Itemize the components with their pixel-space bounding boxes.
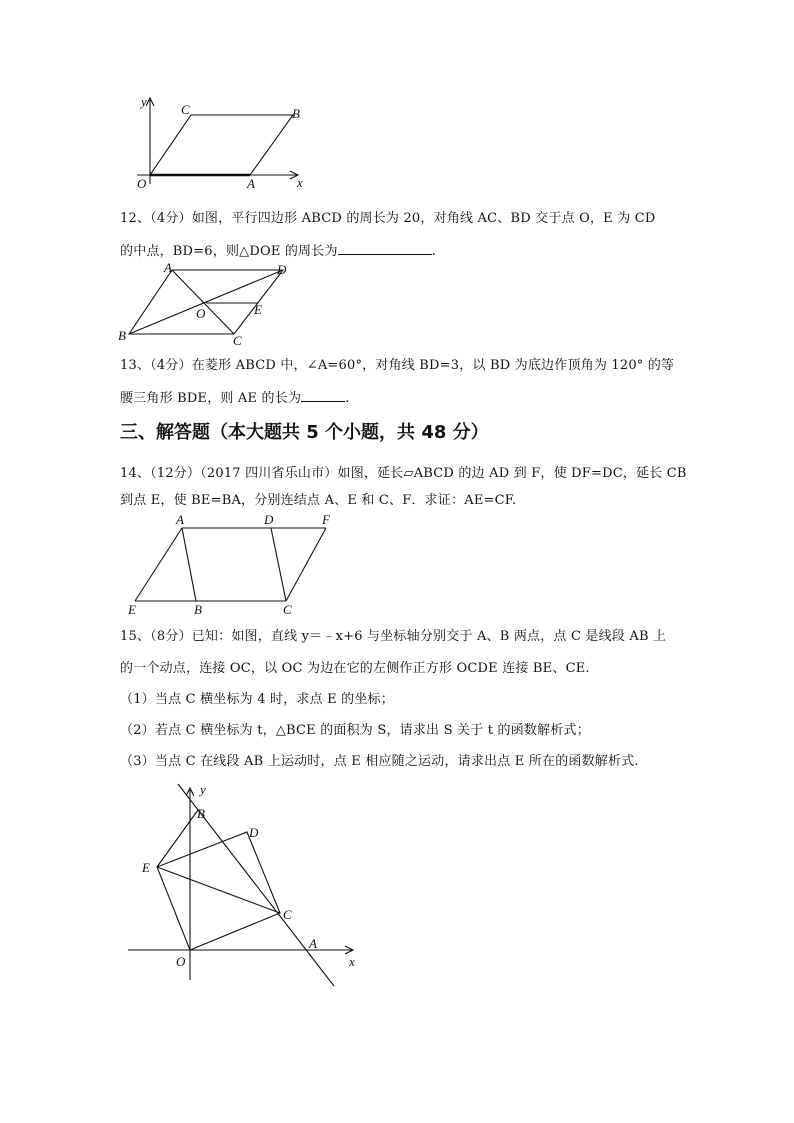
diagonal-AC xyxy=(172,270,234,334)
label-C: C xyxy=(283,602,292,617)
label-B: B xyxy=(118,328,126,343)
label-B: B xyxy=(194,602,202,617)
q14-line2: 到点 E，使 BE=BA，分别连结点 A、E 和 C、F．求证：AE=CF. xyxy=(120,493,517,508)
q12-answer-blank[interactable] xyxy=(338,242,432,255)
label-C: C xyxy=(181,102,190,117)
q15-sub3: （3）当点 C 在线段 AB 上运动时，点 E 相应随之运动，请求出点 E 所在的函数解析式. xyxy=(120,754,639,769)
segment-EC xyxy=(157,867,280,913)
figure-q15 xyxy=(120,780,370,990)
label-E: E xyxy=(128,602,136,617)
q15-sub1: （1）当点 C 横坐标为 4 时，求点 E 的坐标； xyxy=(120,692,394,707)
q15-sub2: （2）若点 C 横坐标为 t，△BCE 的面积为 S，请求出 S 关于 t 的函数解析式； xyxy=(120,723,590,738)
label-D: D xyxy=(264,512,274,527)
label-O: O xyxy=(137,176,147,191)
parallelogram-OABC xyxy=(150,115,293,175)
q12-line2-prefix: 的中点，BD=6，则△DOE 的周长为 xyxy=(120,244,338,259)
q15-figure-svg xyxy=(120,780,370,990)
q13-answer-blank[interactable] xyxy=(301,389,345,402)
q12-line1: 12、（4分）如图，平行四边形 ABCD 的周长为 20，对角线 AC、BD 交于点 O，E 为 CD xyxy=(120,211,656,226)
label-D: D xyxy=(249,825,259,840)
q15-line2: 的一个动点，连接 OC，以 OC 为边在它的左侧作正方形 OCDE 连接 BE、CE. xyxy=(120,661,590,676)
label-E: E xyxy=(142,860,150,875)
segment-DC xyxy=(271,528,286,601)
label-A: A xyxy=(176,512,184,527)
q13-line2-prefix: 腰三角形 BDE，则 AE 的长为 xyxy=(120,391,302,406)
figure-parallelogram-diagonals xyxy=(115,262,300,347)
label-O: O xyxy=(176,954,186,969)
label-E: E xyxy=(254,302,262,317)
parallelogram-axes-svg xyxy=(125,92,315,192)
label-A: A xyxy=(247,176,255,191)
q12-line2-suffix: . xyxy=(431,244,436,259)
segment-AB xyxy=(182,528,196,601)
section-heading: 三、解答题（本大题共 5 个小题，共 48 分） xyxy=(120,422,489,443)
label-C: C xyxy=(233,333,242,348)
label-x: x xyxy=(297,175,303,190)
q14-figure-svg xyxy=(125,512,340,618)
label-y: y xyxy=(141,94,147,109)
square-OCDE xyxy=(157,832,280,950)
label-A: A xyxy=(164,260,172,275)
segment-FC xyxy=(286,528,326,601)
label-A: A xyxy=(309,936,317,951)
label-F: F xyxy=(322,512,330,527)
q13-line2 xyxy=(120,387,350,406)
label-x: x xyxy=(349,954,355,969)
label-B: B xyxy=(292,106,300,121)
parallelogram-diagonals-svg xyxy=(115,262,300,347)
segment-AE xyxy=(135,528,182,601)
q13-line2-suffix: . xyxy=(345,391,350,406)
label-D: D xyxy=(277,262,287,277)
label-B: B xyxy=(197,806,205,821)
label-O: O xyxy=(196,306,206,321)
q12-line2 xyxy=(120,240,436,259)
label-y: y xyxy=(200,782,206,797)
figure-q14 xyxy=(125,512,340,618)
q15-line1: 15、（8分）已知：如图，直线 y＝﹣x+6 与坐标轴分别交于 A、B 两点，点 C 是线段 AB 上 xyxy=(120,629,667,644)
label-C: C xyxy=(283,907,292,922)
q13-line1: 13、（4分）在菱形 ABCD 中，∠A=60°，对角线 BD=3，以 BD 为底边作顶角为 120° 的等 xyxy=(120,358,675,373)
q14-line1: 14、（12分）（2017 四川省乐山市）如图，延长▱ABCD 的边 AD 到 F，使 DF=DC，延长 CB xyxy=(120,466,687,481)
figure-parallelogram-axes xyxy=(125,92,315,192)
